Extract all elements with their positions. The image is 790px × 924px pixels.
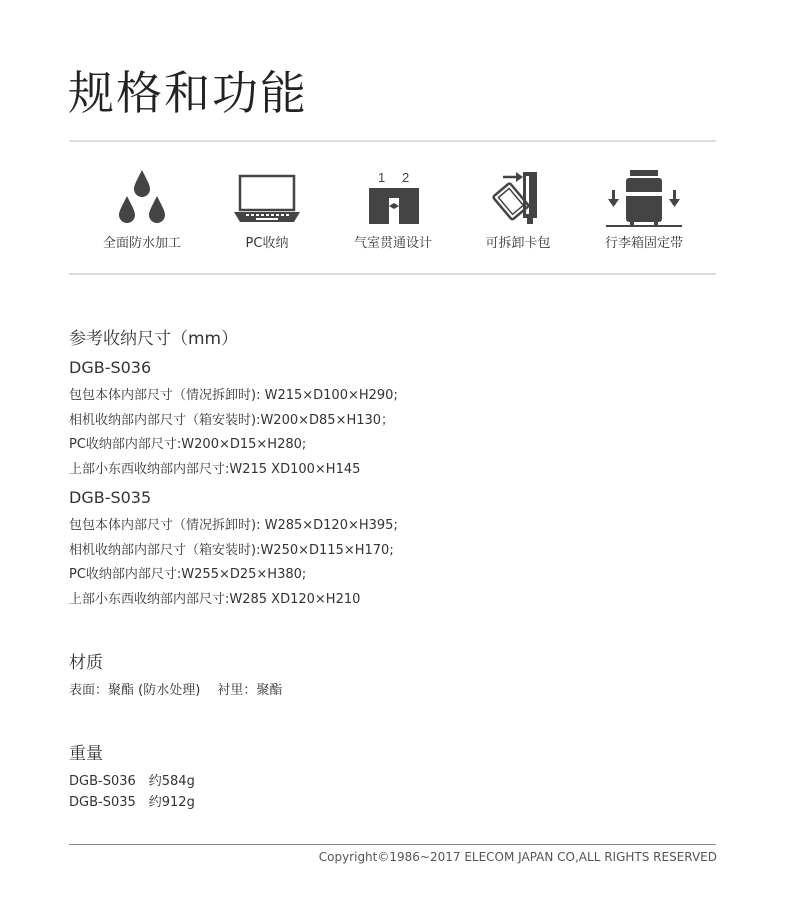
spec-line: 相机收纳部内部尺寸（箱安装时):W250×D115×H170; (69, 543, 394, 558)
removable-card-bag-icon (483, 168, 553, 226)
compartment-connect-icon (358, 168, 428, 226)
feature-icons-row (69, 168, 716, 258)
feature-label-compartment-connect: 气室贯通设计 (353, 236, 432, 251)
spec-line: 包包本体内部尺寸（情况拆卸时): W285×D120×H395; (69, 518, 398, 533)
weight-heading: 重量 (69, 744, 103, 764)
feature-label-pc-storage: PC收纳 (245, 236, 289, 251)
water-drops-icon (112, 168, 172, 224)
spec-line: 相机收纳部内部尺寸（箱安装时):W200×D85×H130； (69, 413, 395, 428)
footer-divider (69, 844, 716, 845)
feature-label-waterproof: 全面防水加工 (102, 236, 181, 251)
material-text: 表面：聚酯 (防水处理) 衬里：聚酯 (69, 683, 283, 698)
material-heading: 材质 (69, 653, 103, 673)
feature-label-removable-card-bag: 可拆卸卡包 (485, 236, 551, 251)
feature-compartment-connect (328, 168, 458, 251)
model-name: DGB-S035 (69, 488, 152, 507)
feature-waterproof (77, 168, 207, 251)
feature-label-luggage-strap: 行李箱固定带 (604, 236, 683, 251)
spec-line: 上部小东西收纳部内部尺寸:W215 XD100×H145 (69, 462, 361, 477)
spec-line: 包包本体内部尺寸（情况拆卸时): W215×D100×H290; (69, 388, 398, 403)
features-divider (69, 273, 716, 275)
laptop-icon (232, 168, 302, 224)
feature-luggage-strap (579, 168, 709, 251)
compartment-number-1: 1 (378, 170, 386, 185)
model-name: DGB-S036 (69, 358, 152, 377)
weight-line: DGB-S035 约912g (69, 795, 195, 810)
page-title: 规格和功能 (68, 66, 308, 120)
spec-line: PC收纳部内部尺寸:W200×D15×H280; (69, 437, 307, 452)
storage-heading: 参考收纳尺寸（mm） (69, 329, 239, 349)
spec-line: 上部小东西收纳部内部尺寸:W285 XD120×H210 (69, 592, 361, 607)
spec-line: PC收纳部内部尺寸:W255×D25×H380; (69, 567, 307, 582)
feature-removable-card-bag (453, 168, 583, 251)
copyright-text: Copyright©1986~2017 ELECOM JAPAN CO,ALL RIGHTS RESERVED (318, 850, 717, 864)
feature-pc-storage (202, 168, 332, 251)
weight-line: DGB-S036 约584g (69, 774, 195, 789)
top-divider (69, 140, 716, 142)
luggage-strap-icon (604, 168, 684, 228)
compartment-number-2: 2 (402, 170, 410, 185)
